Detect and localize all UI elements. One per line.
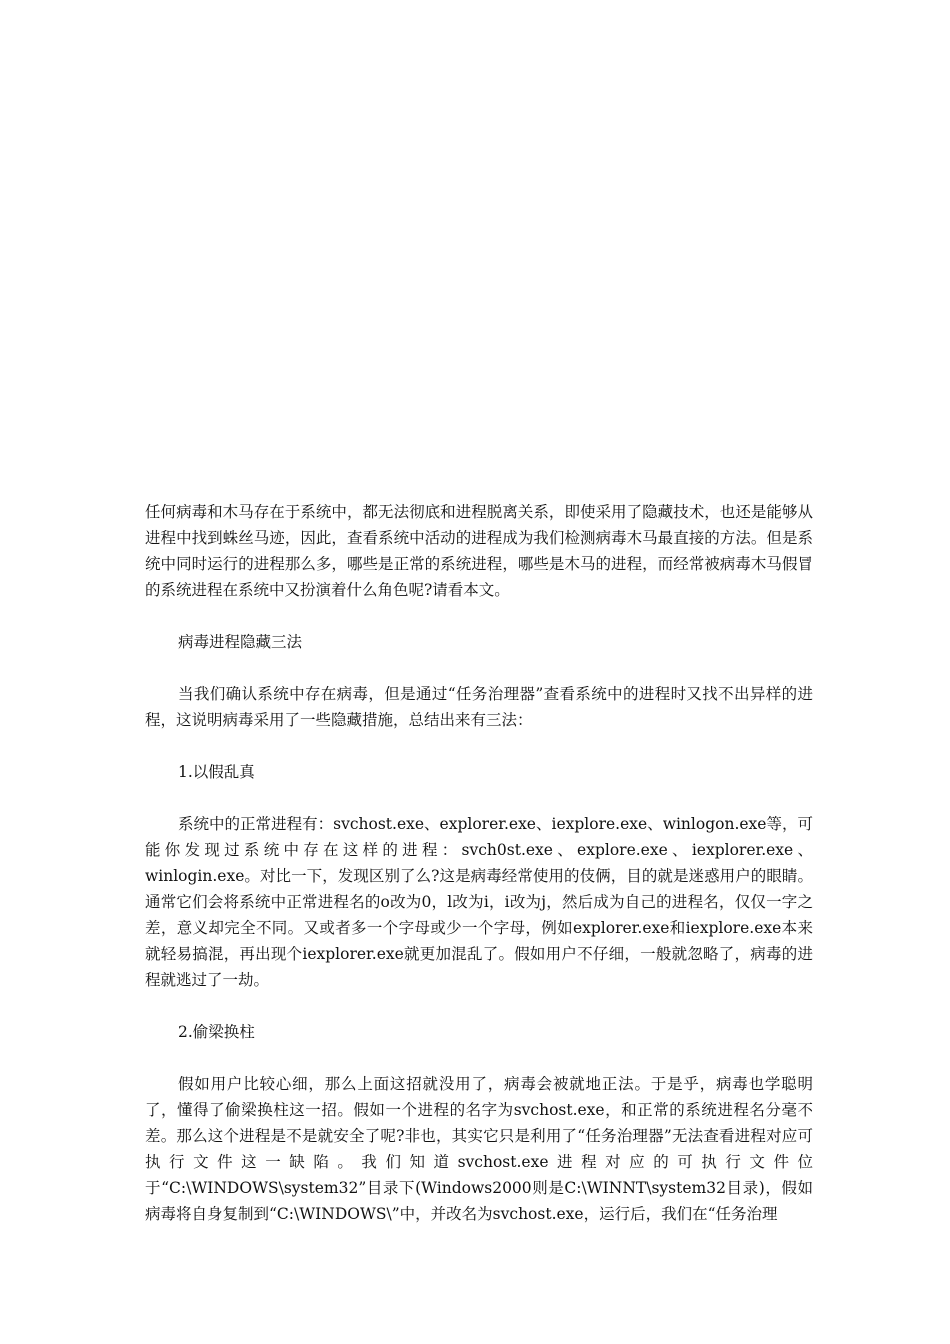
subheading-method-1: 1.以假乱真 <box>178 763 255 781</box>
intro-paragraph: 任何病毒和木马存在于系统中，都无法彻底和进程脱离关系，即使采用了隐藏技术，也还是能够从进程中找到蛛丝马迹，因此，查看系统中活动的进程成为我们检测病毒木马最直接的方法。但是系统中同时运行的进程那么多，哪些是正常的系统进程，哪些是木马的进程，而经常被病毒木马假冒的系统进程在系统中又扮演着什么角色呢?请看本文。 <box>145 503 813 599</box>
document-body <box>145 499 813 1227</box>
body-paragraph-method-1: 系统中的正常进程有：svchost.exe、explorer.exe、iexplore.exe、winlogon.exe等，可能你发现过系统中存在这样的进程：svch0st.exe、explore.exe、iexplorer.exe、winlogin.exe。对比一下，发现区别了么?这是病毒经常使用的伎俩，目的就是迷惑用户的眼睛。通常它们会将系统中正常进程名的o改为0，l改为i，i改为j，然后成为自己的进程名，仅仅一字之差，意义却完全不同。又或者多一个字母或少一个字母，例如explorer.exe和iexplore.exe本来就轻易搞混，再出现个iexplorer.exe就更加混乱了。假如用户不仔细，一般就忽略了，病毒的进程就逃过了一劫。 <box>145 815 813 989</box>
body-paragraph-hiding-intro: 当我们确认系统中存在病毒，但是通过“任务治理器”查看系统中的进程时又找不出异样的进程，这说明病毒采用了一些隐藏措施，总结出来有三法： <box>145 685 813 729</box>
body-paragraph-method-2: 假如用户比较心细，那么上面这招就没用了，病毒会被就地正法。于是乎，病毒也学聪明了，懂得了偷梁换柱这一招。假如一个进程的名字为svchost.exe，和正常的系统进程名分毫不差。那么这个进程是不是就安全了呢?非也，其实它只是利用了“任务治理器”无法查看进程对应可执行文件这一缺陷。我们知道svchost.exe进程对应的可执行文件位于“C:\WINDOWS\system32”目录下(Windows2000则是C:\WINNT\system32目录)，假如病毒将自身复制到“C:\WINDOWS\”中，并改名为svchost.exe，运行后，我们在“任务治理 <box>145 1075 813 1223</box>
section-heading-hiding-methods: 病毒进程隐藏三法 <box>178 633 303 651</box>
subheading-method-2: 2.偷梁换柱 <box>178 1023 255 1041</box>
